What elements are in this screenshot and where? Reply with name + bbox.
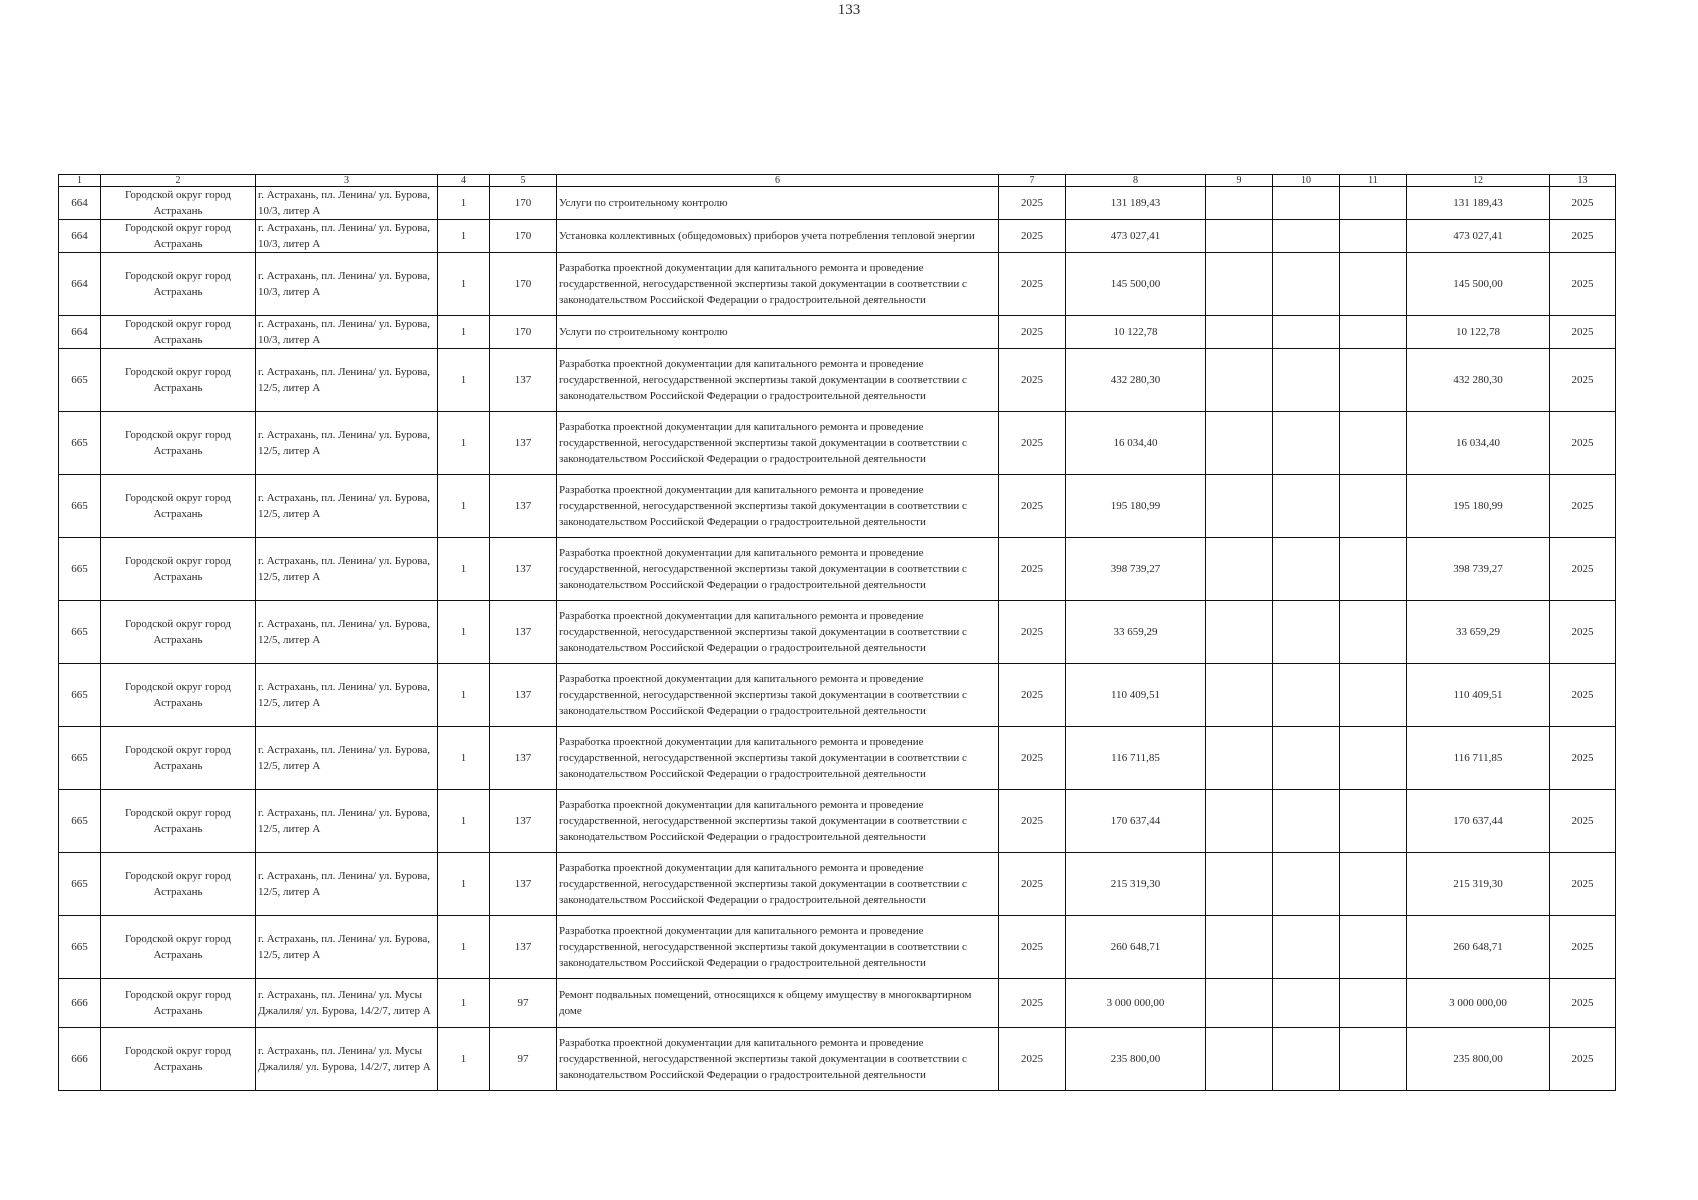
cell-col4: 1: [438, 979, 490, 1028]
cell-year: 2025: [999, 187, 1066, 220]
cell-end-year: 2025: [1550, 727, 1616, 790]
cell-col5: 137: [490, 853, 557, 916]
cell-col4: 1: [438, 538, 490, 601]
cell-col10: [1273, 601, 1340, 664]
cell-col10: [1273, 538, 1340, 601]
cell-col5: 137: [490, 601, 557, 664]
cell-municipality: Городской округ город Астрахань: [101, 220, 256, 253]
cell-col4: 1: [438, 916, 490, 979]
cell-col5: 137: [490, 727, 557, 790]
cell-end-year: 2025: [1550, 790, 1616, 853]
cell-work-type: Ремонт подвальных помещений, относящихся к общему имуществу в многоквартирном доме: [557, 979, 999, 1028]
cell-address: г. Астрахань, пл. Ленина/ ул. Бурова, 10/3, литер А: [256, 253, 438, 316]
cell-number: 664: [59, 187, 101, 220]
cell-number: 665: [59, 475, 101, 538]
col-header: 5: [490, 175, 557, 187]
cell-municipality: Городской округ город Астрахань: [101, 916, 256, 979]
cell-year: 2025: [999, 979, 1066, 1028]
cell-fund-cost: 145 500,00: [1407, 253, 1550, 316]
cell-col11: [1340, 412, 1407, 475]
cell-municipality: Городской округ город Астрахань: [101, 253, 256, 316]
cell-col4: 1: [438, 253, 490, 316]
cell-col5: 137: [490, 412, 557, 475]
cell-col11: [1340, 790, 1407, 853]
cell-col11: [1340, 664, 1407, 727]
cell-col9: [1206, 853, 1273, 916]
cell-total-cost: 16 034,40: [1066, 412, 1206, 475]
cell-col4: 1: [438, 1028, 490, 1091]
cell-municipality: Городской округ город Астрахань: [101, 790, 256, 853]
cell-col10: [1273, 412, 1340, 475]
cell-col10: [1273, 664, 1340, 727]
cell-year: 2025: [999, 916, 1066, 979]
cell-municipality: Городской округ город Астрахань: [101, 349, 256, 412]
cell-col5: 137: [490, 916, 557, 979]
cell-col4: 1: [438, 316, 490, 349]
cell-number: 665: [59, 790, 101, 853]
table-row: [59, 475, 1616, 538]
col-header: 11: [1340, 175, 1407, 187]
cell-total-cost: 235 800,00: [1066, 1028, 1206, 1091]
column-number-row: [59, 175, 1616, 187]
cell-municipality: Городской округ город Астрахань: [101, 664, 256, 727]
cell-fund-cost: 260 648,71: [1407, 916, 1550, 979]
cell-col5: 137: [490, 538, 557, 601]
cell-address: г. Астрахань, пл. Ленина/ ул. Бурова, 10/3, литер А: [256, 220, 438, 253]
cell-col4: 1: [438, 187, 490, 220]
cell-fund-cost: 195 180,99: [1407, 475, 1550, 538]
cell-col10: [1273, 220, 1340, 253]
cell-address: г. Астрахань, пл. Ленина/ ул. Бурова, 10/3, литер А: [256, 316, 438, 349]
cell-col10: [1273, 253, 1340, 316]
cell-col11: [1340, 601, 1407, 664]
cell-number: 666: [59, 979, 101, 1028]
cell-col5: 170: [490, 316, 557, 349]
cell-year: 2025: [999, 1028, 1066, 1091]
cell-end-year: 2025: [1550, 664, 1616, 727]
cell-year: 2025: [999, 853, 1066, 916]
cell-col11: [1340, 979, 1407, 1028]
table-row: [59, 664, 1616, 727]
cell-col4: 1: [438, 349, 490, 412]
cell-number: 665: [59, 853, 101, 916]
col-header: 9: [1206, 175, 1273, 187]
cell-address: г. Астрахань, пл. Ленина/ ул. Мусы Джалиля/ ул. Бурова, 14/2/7, литер А: [256, 1028, 438, 1091]
cell-total-cost: 195 180,99: [1066, 475, 1206, 538]
cell-fund-cost: 131 189,43: [1407, 187, 1550, 220]
cell-year: 2025: [999, 220, 1066, 253]
cell-address: г. Астрахань, пл. Ленина/ ул. Бурова, 12/5, литер А: [256, 853, 438, 916]
cell-fund-cost: 33 659,29: [1407, 601, 1550, 664]
col-header: 10: [1273, 175, 1340, 187]
cell-year: 2025: [999, 727, 1066, 790]
cell-col10: [1273, 349, 1340, 412]
cell-municipality: Городской округ город Астрахань: [101, 316, 256, 349]
cell-work-type: Услуги по строительному контролю: [557, 187, 999, 220]
cell-total-cost: 131 189,43: [1066, 187, 1206, 220]
cell-municipality: Городской округ город Астрахань: [101, 727, 256, 790]
table-body: [59, 187, 1616, 1091]
cell-total-cost: 215 319,30: [1066, 853, 1206, 916]
col-header: 7: [999, 175, 1066, 187]
cell-end-year: 2025: [1550, 979, 1616, 1028]
cell-year: 2025: [999, 601, 1066, 664]
cell-total-cost: 432 280,30: [1066, 349, 1206, 412]
cell-number: 664: [59, 253, 101, 316]
cell-work-type: Разработка проектной документации для капитального ремонта и проведение государственной, негосударственной экспертизы такой документации в соответствии с законодательством Российской Федерации о градостроительной деятельности: [557, 727, 999, 790]
cell-number: 665: [59, 412, 101, 475]
cell-municipality: Городской округ город Астрахань: [101, 538, 256, 601]
cell-fund-cost: 3 000 000,00: [1407, 979, 1550, 1028]
cell-work-type: Установка коллективных (общедомовых) приборов учета потребления тепловой энергии: [557, 220, 999, 253]
cell-end-year: 2025: [1550, 916, 1616, 979]
cell-col11: [1340, 727, 1407, 790]
cell-col5: 97: [490, 1028, 557, 1091]
cell-col9: [1206, 220, 1273, 253]
cell-col4: 1: [438, 601, 490, 664]
cell-total-cost: 3 000 000,00: [1066, 979, 1206, 1028]
cell-year: 2025: [999, 412, 1066, 475]
cell-col5: 170: [490, 220, 557, 253]
cell-col9: [1206, 727, 1273, 790]
cell-municipality: Городской округ город Астрахань: [101, 979, 256, 1028]
cell-end-year: 2025: [1550, 853, 1616, 916]
cell-col9: [1206, 979, 1273, 1028]
col-header: 2: [101, 175, 256, 187]
cell-number: 665: [59, 601, 101, 664]
cell-fund-cost: 473 027,41: [1407, 220, 1550, 253]
cell-total-cost: 10 122,78: [1066, 316, 1206, 349]
cell-col4: 1: [438, 790, 490, 853]
cell-total-cost: 170 637,44: [1066, 790, 1206, 853]
cell-number: 666: [59, 1028, 101, 1091]
cell-fund-cost: 10 122,78: [1407, 316, 1550, 349]
cell-work-type: Разработка проектной документации для капитального ремонта и проведение государственной, негосударственной экспертизы такой документации в соответствии с законодательством Российской Федерации о градостроительной деятельности: [557, 475, 999, 538]
cell-end-year: 2025: [1550, 412, 1616, 475]
cell-col5: 137: [490, 475, 557, 538]
cell-col4: 1: [438, 220, 490, 253]
cell-fund-cost: 16 034,40: [1407, 412, 1550, 475]
cell-col9: [1206, 916, 1273, 979]
cell-col10: [1273, 790, 1340, 853]
cell-col9: [1206, 790, 1273, 853]
table-row: [59, 253, 1616, 316]
cell-end-year: 2025: [1550, 475, 1616, 538]
col-header: 1: [59, 175, 101, 187]
cell-col4: 1: [438, 412, 490, 475]
cell-total-cost: 260 648,71: [1066, 916, 1206, 979]
col-header: 3: [256, 175, 438, 187]
cell-end-year: 2025: [1550, 349, 1616, 412]
cell-total-cost: 473 027,41: [1066, 220, 1206, 253]
cell-col11: [1340, 475, 1407, 538]
cell-col10: [1273, 1028, 1340, 1091]
cell-col4: 1: [438, 853, 490, 916]
cell-col11: [1340, 538, 1407, 601]
cell-col9: [1206, 187, 1273, 220]
cell-address: г. Астрахань, пл. Ленина/ ул. Бурова, 10/3, литер А: [256, 187, 438, 220]
cell-col10: [1273, 853, 1340, 916]
cell-number: 664: [59, 316, 101, 349]
cell-fund-cost: 110 409,51: [1407, 664, 1550, 727]
cell-address: г. Астрахань, пл. Ленина/ ул. Бурова, 12/5, литер А: [256, 790, 438, 853]
cell-year: 2025: [999, 475, 1066, 538]
cell-fund-cost: 116 711,85: [1407, 727, 1550, 790]
cell-fund-cost: 215 319,30: [1407, 853, 1550, 916]
cell-number: 665: [59, 916, 101, 979]
cell-col5: 97: [490, 979, 557, 1028]
cell-col9: [1206, 349, 1273, 412]
cell-col9: [1206, 601, 1273, 664]
cell-col11: [1340, 220, 1407, 253]
table-row: [59, 979, 1616, 1028]
table-row: [59, 790, 1616, 853]
table-row: [59, 853, 1616, 916]
table-row: [59, 412, 1616, 475]
cell-end-year: 2025: [1550, 601, 1616, 664]
cell-work-type: Разработка проектной документации для капитального ремонта и проведение государственной, негосударственной экспертизы такой документации в соответствии с законодательством Российской Федерации о градостроительной деятельности: [557, 664, 999, 727]
cell-col5: 137: [490, 349, 557, 412]
cell-col9: [1206, 475, 1273, 538]
cell-col11: [1340, 316, 1407, 349]
cell-municipality: Городской округ город Астрахань: [101, 475, 256, 538]
cell-total-cost: 145 500,00: [1066, 253, 1206, 316]
cell-col9: [1206, 538, 1273, 601]
cell-total-cost: 33 659,29: [1066, 601, 1206, 664]
cell-number: 665: [59, 727, 101, 790]
cell-municipality: Городской округ город Астрахань: [101, 601, 256, 664]
table-row: [59, 601, 1616, 664]
cell-address: г. Астрахань, пл. Ленина/ ул. Мусы Джалиля/ ул. Бурова, 14/2/7, литер А: [256, 979, 438, 1028]
cell-address: г. Астрахань, пл. Ленина/ ул. Бурова, 12/5, литер А: [256, 475, 438, 538]
cell-col4: 1: [438, 727, 490, 790]
cell-year: 2025: [999, 790, 1066, 853]
table-row: [59, 916, 1616, 979]
cell-col5: 170: [490, 187, 557, 220]
cell-col11: [1340, 187, 1407, 220]
cell-work-type: Разработка проектной документации для капитального ремонта и проведение государственной, негосударственной экспертизы такой документации в соответствии с законодательством Российской Федерации о градостроительной деятельности: [557, 601, 999, 664]
cell-year: 2025: [999, 316, 1066, 349]
col-header: 12: [1407, 175, 1550, 187]
cell-year: 2025: [999, 253, 1066, 316]
cell-total-cost: 110 409,51: [1066, 664, 1206, 727]
page-number: 133: [837, 2, 861, 18]
cell-end-year: 2025: [1550, 220, 1616, 253]
cell-fund-cost: 235 800,00: [1407, 1028, 1550, 1091]
cell-address: г. Астрахань, пл. Ленина/ ул. Бурова, 12/5, литер А: [256, 601, 438, 664]
cell-work-type: Разработка проектной документации для капитального ремонта и проведение государственной, негосударственной экспертизы такой документации в соответствии с законодательством Российской Федерации о градостроительной деятельности: [557, 1028, 999, 1091]
cell-col11: [1340, 1028, 1407, 1091]
cell-total-cost: 398 739,27: [1066, 538, 1206, 601]
cell-municipality: Городской округ город Астрахань: [101, 187, 256, 220]
table-row: [59, 349, 1616, 412]
cell-col9: [1206, 253, 1273, 316]
cell-number: 665: [59, 349, 101, 412]
cell-col9: [1206, 1028, 1273, 1091]
table-row: [59, 1028, 1616, 1091]
cell-col10: [1273, 475, 1340, 538]
cell-end-year: 2025: [1550, 316, 1616, 349]
col-header: 13: [1550, 175, 1616, 187]
cell-total-cost: 116 711,85: [1066, 727, 1206, 790]
cell-col9: [1206, 664, 1273, 727]
col-header: 8: [1066, 175, 1206, 187]
cell-col5: 170: [490, 253, 557, 316]
cell-fund-cost: 170 637,44: [1407, 790, 1550, 853]
cell-col9: [1206, 316, 1273, 349]
cell-municipality: Городской округ город Астрахань: [101, 1028, 256, 1091]
cell-col10: [1273, 916, 1340, 979]
cell-number: 665: [59, 538, 101, 601]
table-row: [59, 187, 1616, 220]
cell-year: 2025: [999, 664, 1066, 727]
table-row: [59, 316, 1616, 349]
cell-col5: 137: [490, 664, 557, 727]
cell-address: г. Астрахань, пл. Ленина/ ул. Бурова, 12/5, литер А: [256, 538, 438, 601]
cell-fund-cost: 432 280,30: [1407, 349, 1550, 412]
cell-end-year: 2025: [1550, 1028, 1616, 1091]
cell-municipality: Городской округ город Астрахань: [101, 853, 256, 916]
cell-col4: 1: [438, 664, 490, 727]
cell-address: г. Астрахань, пл. Ленина/ ул. Бурова, 12/5, литер А: [256, 412, 438, 475]
cell-work-type: Услуги по строительному контролю: [557, 316, 999, 349]
cell-col10: [1273, 316, 1340, 349]
cell-number: 664: [59, 220, 101, 253]
cell-fund-cost: 398 739,27: [1407, 538, 1550, 601]
cell-col11: [1340, 853, 1407, 916]
cell-address: г. Астрахань, пл. Ленина/ ул. Бурова, 12/5, литер А: [256, 349, 438, 412]
cell-number: 665: [59, 664, 101, 727]
cell-end-year: 2025: [1550, 538, 1616, 601]
table-row: [59, 220, 1616, 253]
cell-col11: [1340, 253, 1407, 316]
cell-work-type: Разработка проектной документации для капитального ремонта и проведение государственной, негосударственной экспертизы такой документации в соответствии с законодательством Российской Федерации о градостроительной деятельности: [557, 349, 999, 412]
cell-col10: [1273, 187, 1340, 220]
cell-year: 2025: [999, 538, 1066, 601]
capital-repair-table: [58, 174, 1616, 1091]
table-row: [59, 538, 1616, 601]
cell-work-type: Разработка проектной документации для капитального ремонта и проведение государственной, негосударственной экспертизы такой документации в соответствии с законодательством Российской Федерации о градостроительной деятельности: [557, 853, 999, 916]
cell-address: г. Астрахань, пл. Ленина/ ул. Бурова, 12/5, литер А: [256, 916, 438, 979]
cell-col5: 137: [490, 790, 557, 853]
cell-year: 2025: [999, 349, 1066, 412]
cell-col10: [1273, 727, 1340, 790]
cell-work-type: Разработка проектной документации для капитального ремонта и проведение государственной, негосударственной экспертизы такой документации в соответствии с законодательством Российской Федерации о градостроительной деятельности: [557, 916, 999, 979]
cell-work-type: Разработка проектной документации для капитального ремонта и проведение государственной, негосударственной экспертизы такой документации в соответствии с законодательством Российской Федерации о градостроительной деятельности: [557, 253, 999, 316]
col-header: 4: [438, 175, 490, 187]
cell-end-year: 2025: [1550, 187, 1616, 220]
cell-municipality: Городской округ город Астрахань: [101, 412, 256, 475]
cell-col9: [1206, 412, 1273, 475]
cell-col10: [1273, 979, 1340, 1028]
cell-col4: 1: [438, 475, 490, 538]
cell-address: г. Астрахань, пл. Ленина/ ул. Бурова, 12/5, литер А: [256, 727, 438, 790]
cell-col11: [1340, 916, 1407, 979]
cell-col11: [1340, 349, 1407, 412]
table-row: [59, 727, 1616, 790]
cell-address: г. Астрахань, пл. Ленина/ ул. Бурова, 12/5, литер А: [256, 664, 438, 727]
cell-work-type: Разработка проектной документации для капитального ремонта и проведение государственной, негосударственной экспертизы такой документации в соответствии с законодательством Российской Федерации о градостроительной деятельности: [557, 790, 999, 853]
cell-work-type: Разработка проектной документации для капитального ремонта и проведение государственной, негосударственной экспертизы такой документации в соответствии с законодательством Российской Федерации о градостроительной деятельности: [557, 412, 999, 475]
cell-end-year: 2025: [1550, 253, 1616, 316]
col-header: 6: [557, 175, 999, 187]
cell-work-type: Разработка проектной документации для капитального ремонта и проведение государственной, негосударственной экспертизы такой документации в соответствии с законодательством Российской Федерации о градостроительной деятельности: [557, 538, 999, 601]
